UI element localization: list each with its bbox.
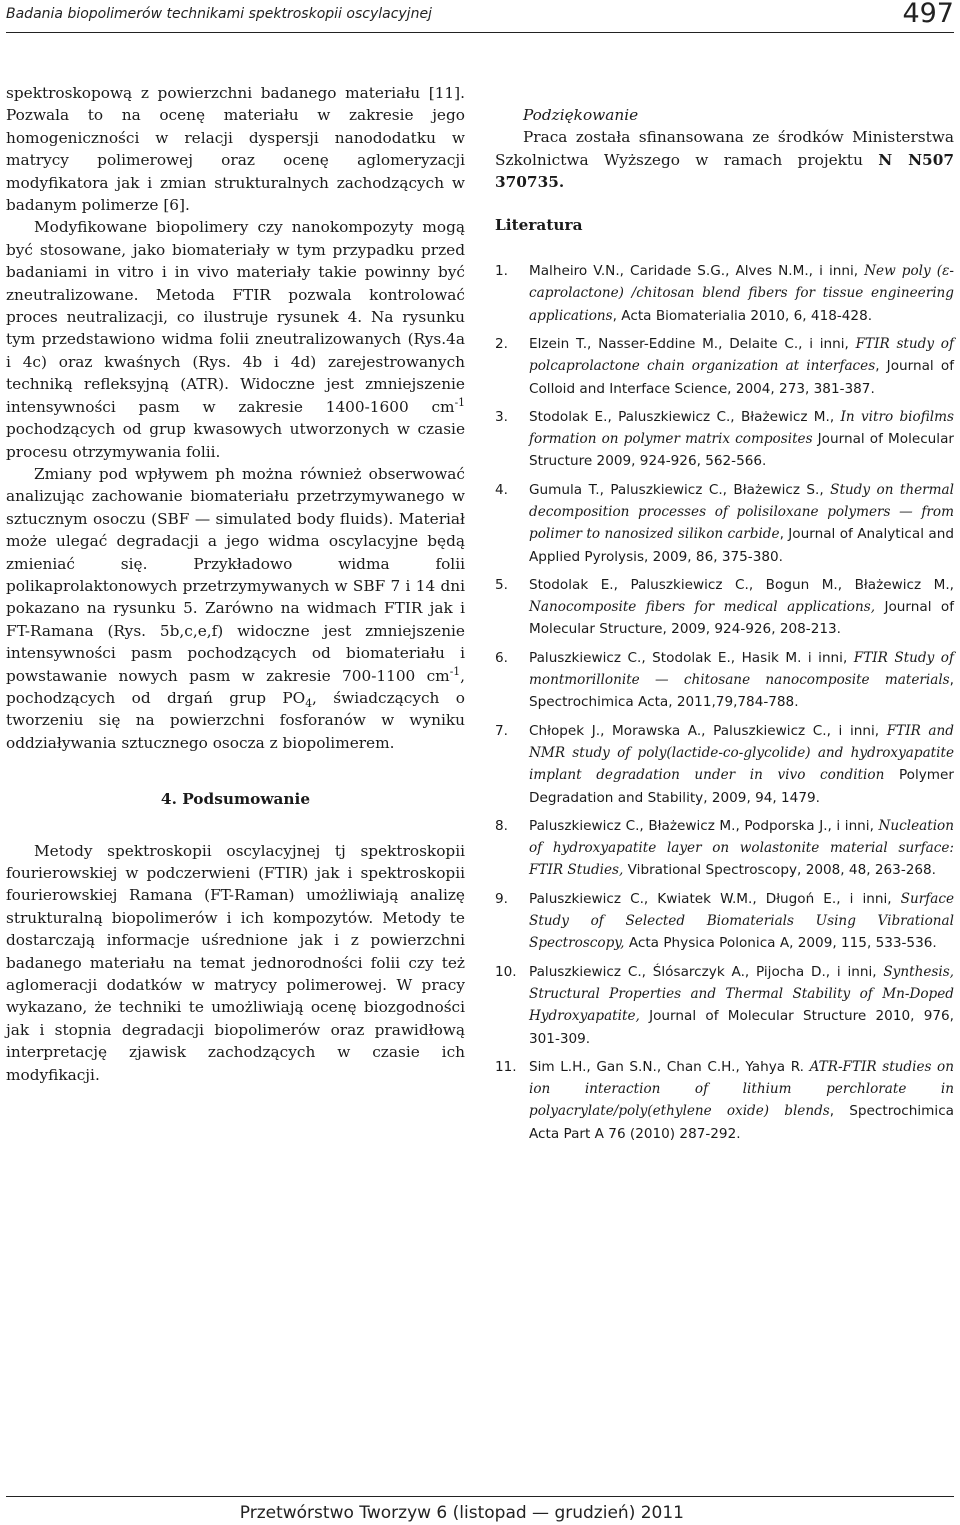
reference-item: [495, 479, 954, 568]
reference-source: , Journal of Colloid and Interface Science, 2004, 273, 381-387.: [529, 358, 954, 397]
reference-title: Synthesis, Structural Properties and Thermal Stability of Mn-Doped Hydroxyapatite,: [529, 963, 954, 1025]
reference-authors: Paluszkiewicz C., Błażewicz M., Podporska J., i inni,: [529, 817, 879, 834]
reference-list: [495, 260, 954, 1145]
reference-title: FTIR and NMR study of poly(lactide-co-glycolide) and hydroxyapatite implant degradation under in vivo condition: [529, 722, 954, 784]
reference-source: Acta Physica Polonica A, 2009, 115, 533-536.: [624, 935, 937, 952]
reference-authors: Stodolak E., Paluszkiewicz C., Bogun M., Błażewicz M.,: [529, 576, 954, 593]
subscript: 4: [305, 697, 313, 711]
footer-text: Przetwórstwo Tworzyw 6 (listopad — grudzień) 2011: [239, 1503, 684, 1523]
reference-title: Nucleation of hydroxyapatite layer on wolastonite material surface: FTIR Studies,: [529, 817, 954, 879]
reference-number: 7.: [495, 722, 508, 739]
reference-number: 11.: [495, 1058, 517, 1075]
reference-number: 3.: [495, 408, 508, 425]
reference-number: 2.: [495, 335, 508, 352]
reference-number: 9.: [495, 890, 508, 907]
acknowledgement-body: Praca została sfinansowana ze środków Ministerstwa Szkolnictwa Wyższego w ramach projektu: [495, 128, 954, 169]
running-header: [6, 0, 954, 33]
acknowledgement-title: Podziękowanie: [523, 106, 639, 124]
page-number: 497: [902, 0, 954, 29]
reference-source: Journal of Molecular Structure 2010, 976, 301-309.: [529, 1008, 954, 1047]
paragraph-2: [6, 216, 465, 462]
acknowledgement-text: [495, 126, 954, 193]
reference-item: [495, 720, 954, 809]
paragraph-4: Metody spektroskopii oscylacyjnej tj spektroskopii fourierowskiej w podczerwieni (FTIR) jak i spektroskopii fourierowskiej Ramana (FT-Raman) umożliwiają analizę strukturalną biopolimerów i ich kompozytów. Metody te dostarczają informacje uśrednione jak i z powierzchni badanego materiału na temat jednorodności folii czy też aglomeracji dodatków w matrycy polimerowej. W pracy wykazano, że techniki te umożliwiają ocenę biozgodności jak i stopnia degradacji biopolimerów oraz prawidłową interpretację zjawisk zachodzących w czasie ich modyfikacji.: [6, 841, 465, 1084]
paragraph-3-text-b: , pochodzących od drgań grup PO: [6, 666, 465, 707]
reference-number: 6.: [495, 649, 508, 666]
reference-item: [495, 647, 954, 714]
paragraph-3: [6, 463, 465, 754]
footer: [6, 1496, 954, 1525]
reference-item: [495, 961, 954, 1050]
reference-authors: Paluszkiewicz C., Kwiatek W.M., Długoń E., i inni,: [529, 890, 901, 907]
reference-source: , Journal of Analytical and Applied Pyrolysis, 2009, 86, 375-380.: [529, 526, 954, 565]
reference-item: [495, 815, 954, 882]
reference-authors: Sim L.H., Gan S.N., Chan C.H., Yahya R.: [529, 1058, 810, 1075]
literature-heading: Literatura: [495, 215, 583, 234]
reference-title: In vitro biofilms formation on polymer matrix composites: [529, 408, 954, 448]
superscript: -1: [454, 395, 465, 409]
reference-number: 5.: [495, 576, 508, 593]
reference-item: [495, 406, 954, 473]
reference-number: 8.: [495, 817, 508, 834]
reference-number: 10.: [495, 963, 517, 980]
superscript: -1: [449, 664, 461, 678]
paragraph-2-text-a: Modyfikowane biopolimery czy nanokompozyty mogą być stosowane, jako biomateriały w tym przypadku przed badaniami in vitro i in vivo materiały takie powinny być zneutralizowane. Metoda FTIR pozwala kontrolować proces neutralizacji, co ilustruje rysunek 4. Na rysunku tym przedstawiono widma folii zneutralizowanych (Rys.4a i 4c) oraz kwaśnych (Rys. 4b i 4d) zarejestrowanych techniką refleksyjną (ATR). Widoczne jest zmniejszenie intensywności pasm w zakresie 1400-1600 cm: [6, 218, 465, 416]
reference-title: Nanocomposite fibers for medical applications,: [529, 599, 876, 616]
reference-source: Polymer Degradation and Stability, 2009, 94, 1479.: [529, 767, 954, 806]
reference-authors: Stodolak E., Paluszkiewicz C., Błażewicz M.,: [529, 408, 841, 425]
right-column: [495, 104, 954, 1151]
reference-source: , Spectrochimica Acta, 2011,79,784-788.: [529, 672, 954, 711]
paragraph-3-text-c: , świadczących o tworzeniu się na powierzchni fosforanów w wyniku oddziaływania sztucznego osocza z biopolimerem.: [6, 688, 465, 752]
reference-item: [495, 574, 954, 641]
project-number: N N507 370735.: [495, 150, 954, 192]
reference-source: , Acta Biomaterialia 2010, 6, 418-428.: [612, 307, 873, 324]
section-heading: 4. Podsumowanie: [160, 790, 311, 809]
reference-title: FTIR study of polcaprolactone chain organization at interfaces: [529, 335, 954, 375]
reference-number: 4.: [495, 481, 508, 498]
reference-authors: Malheiro V.N., Caridade S.G., Alves N.M., i inni,: [529, 263, 865, 280]
reference-title: ATR-FTIR studies on ion interaction of lithium perchlorate in polyacrylate/poly(ethylene oxide) blends: [529, 1058, 954, 1120]
reference-source: Vibrational Spectroscopy, 2008, 48, 263-268.: [623, 862, 936, 879]
paragraph-2-text-b: pochodzących od grup kwasowych utworzonych w czasie procesu otrzymywania folii.: [6, 420, 465, 461]
reference-source: Journal of Molecular Structure, 2009, 924-926, 208-213.: [529, 599, 954, 638]
paragraph-1: spektroskopową z powierzchni badanego materiału [11]. Pozwala to na ocenę materiału w zakresie jego homogeniczności w relacji dyspersji nanododatku w matrycy polimerowej oraz ocenę aglomeryzacji modyfikatora jak i zmian strukturalnych zachodzących w badanym polimerze [6].: [6, 84, 465, 215]
reference-item: [495, 333, 954, 400]
reference-authors: Chłopek J., Morawska A., Paluszkiewicz C., i inni,: [529, 722, 887, 739]
reference-item: [495, 260, 954, 327]
paragraph-3-text-a: Zmiany pod wpływem ph można również obserwować analizując zachowanie biomateriału przetrzymywanego w sztucznym osoczu (SBF — simulated body fluids). Materiał może ulegać degradacji a jego widma oscylacyjne będą zmieniać się. Przykładowo widma folii polikaprolaktonowych przetrzymywanych w SBF 7 i 14 dni pokazano na rysunku 5. Zarówno na widmach FTIR jak i FT-Ramana (Rys. 5b,c,e,f) widoczne jest zmniejszenie intensywności pasm pochodzących od biomateriału i powstawanie nowych pasm w zakresie 700-1100 cm: [6, 464, 465, 685]
reference-source: Journal of Molecular Structure 2009, 924-926, 562-566.: [529, 431, 954, 470]
left-column: [6, 82, 465, 1086]
reference-number: 1.: [495, 263, 508, 280]
running-title: Badania biopolimerów technikami spektroskopii oscylacyjnej: [6, 6, 432, 22]
reference-source: , Spectrochimica Acta Part A 76 (2010) 287-292.: [529, 1103, 954, 1142]
reference-authors: Paluszkiewicz C., Ślósarczyk A., Pijocha D., i inni,: [529, 963, 884, 980]
reference-title: Surface Study of Selected Biomaterials Using Vibrational Spectroscopy,: [529, 890, 954, 952]
reference-title: Study on thermal decomposition processes of polisiloxane polymers — from polimer to nanosized silikon carbide: [529, 481, 954, 543]
reference-title: FTIR Study of montmorillonite — chitosane nanocomposite materials: [529, 649, 954, 689]
reference-authors: Paluszkiewicz C., Stodolak E., Hasik M. i inni,: [529, 649, 854, 666]
reference-authors: Gumula T., Paluszkiewicz C., Błażewicz S.,: [529, 481, 831, 498]
reference-item: [495, 888, 954, 955]
reference-authors: Elzein T., Nasser-Eddine M., Delaite C., i inni,: [529, 335, 856, 352]
reference-title: New poly (ε-caprolactone) /chitosan blend fibers for tissue engineering applications: [529, 263, 954, 324]
reference-item: [495, 1056, 954, 1145]
